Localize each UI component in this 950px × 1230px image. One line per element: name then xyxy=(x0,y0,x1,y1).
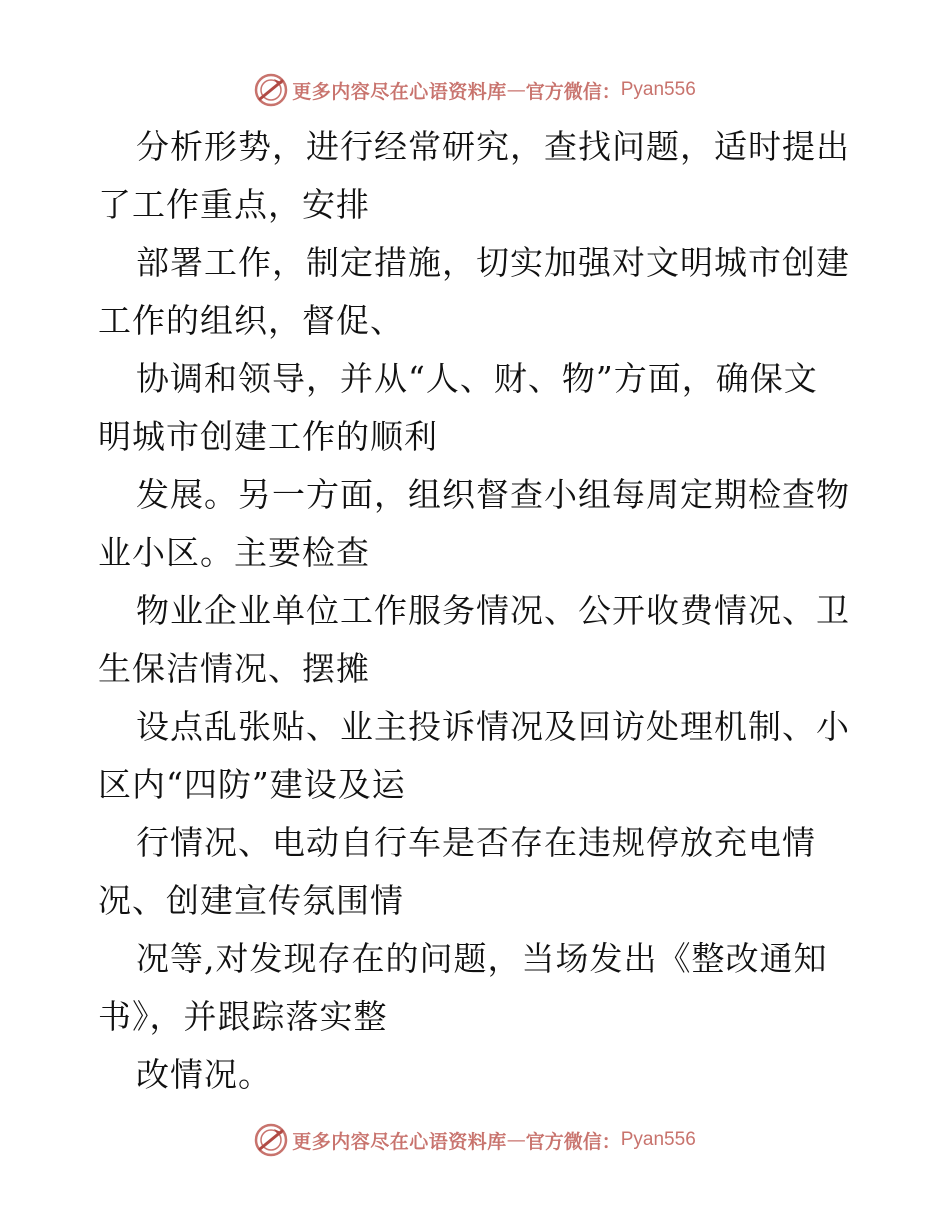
banner-wechat-label: 官方微信： xyxy=(525,1130,621,1153)
paragraph-line: 物业企业单位工作服务情况、公开收费情况、卫 xyxy=(136,591,850,630)
paragraph-line: 工作的组织，督促、 xyxy=(98,301,404,340)
paragraph-line: 分析形势，进行经常研究，查找问题，适时提出 xyxy=(136,127,850,166)
banner-wechat-id: Pyan556 xyxy=(620,1129,696,1150)
paragraph-line: 设点乱张贴、业主投诉情况及回访处理机制、小 xyxy=(136,707,850,746)
document-body xyxy=(98,118,858,1104)
paragraph-line: 区内“四防”建设及运 xyxy=(98,765,406,804)
paragraph-line: 明城市创建工作的顺利 xyxy=(98,417,438,456)
banner-title: 更多内容尽在心语资料库 xyxy=(292,80,507,103)
seal-logo-icon xyxy=(254,73,288,107)
footer-banner xyxy=(0,1120,950,1160)
paragraph-line: 书》，并跟踪落实整 xyxy=(98,997,388,1036)
paragraph-line: 部署工作，制定措施，切实加强对文明城市创建 xyxy=(136,243,850,282)
paragraph-line: 行情况、电动自行车是否存在违规停放充电情 xyxy=(136,823,816,862)
banner-separator: — xyxy=(506,79,526,101)
banner-wechat-id: Pyan556 xyxy=(620,79,696,100)
paragraph-line: 发展。另一方面，组织督查小组每周定期检查物 xyxy=(136,475,850,514)
banner-title: 更多内容尽在心语资料库 xyxy=(292,1130,507,1153)
paragraph-line: 协调和领导，并从“人、财、物”方面，确保文 xyxy=(136,359,818,398)
paragraph-line: 了工作重点，安排 xyxy=(98,185,370,224)
paragraph-line: 况、创建宣传氛围情 xyxy=(98,881,404,920)
paragraph-line: 业小区。主要检查 xyxy=(98,533,370,572)
seal-logo-icon xyxy=(254,1123,288,1157)
header-banner xyxy=(0,70,950,110)
banner-wechat-label: 官方微信： xyxy=(525,80,621,103)
banner-separator: — xyxy=(506,1129,526,1151)
paragraph-line: 改情况。 xyxy=(136,1055,272,1094)
paragraph-line: 况等,对发现存在的问题，当场发出《整改通知 xyxy=(136,939,828,978)
paragraph-line: 生保洁情况、摆摊 xyxy=(98,649,370,688)
